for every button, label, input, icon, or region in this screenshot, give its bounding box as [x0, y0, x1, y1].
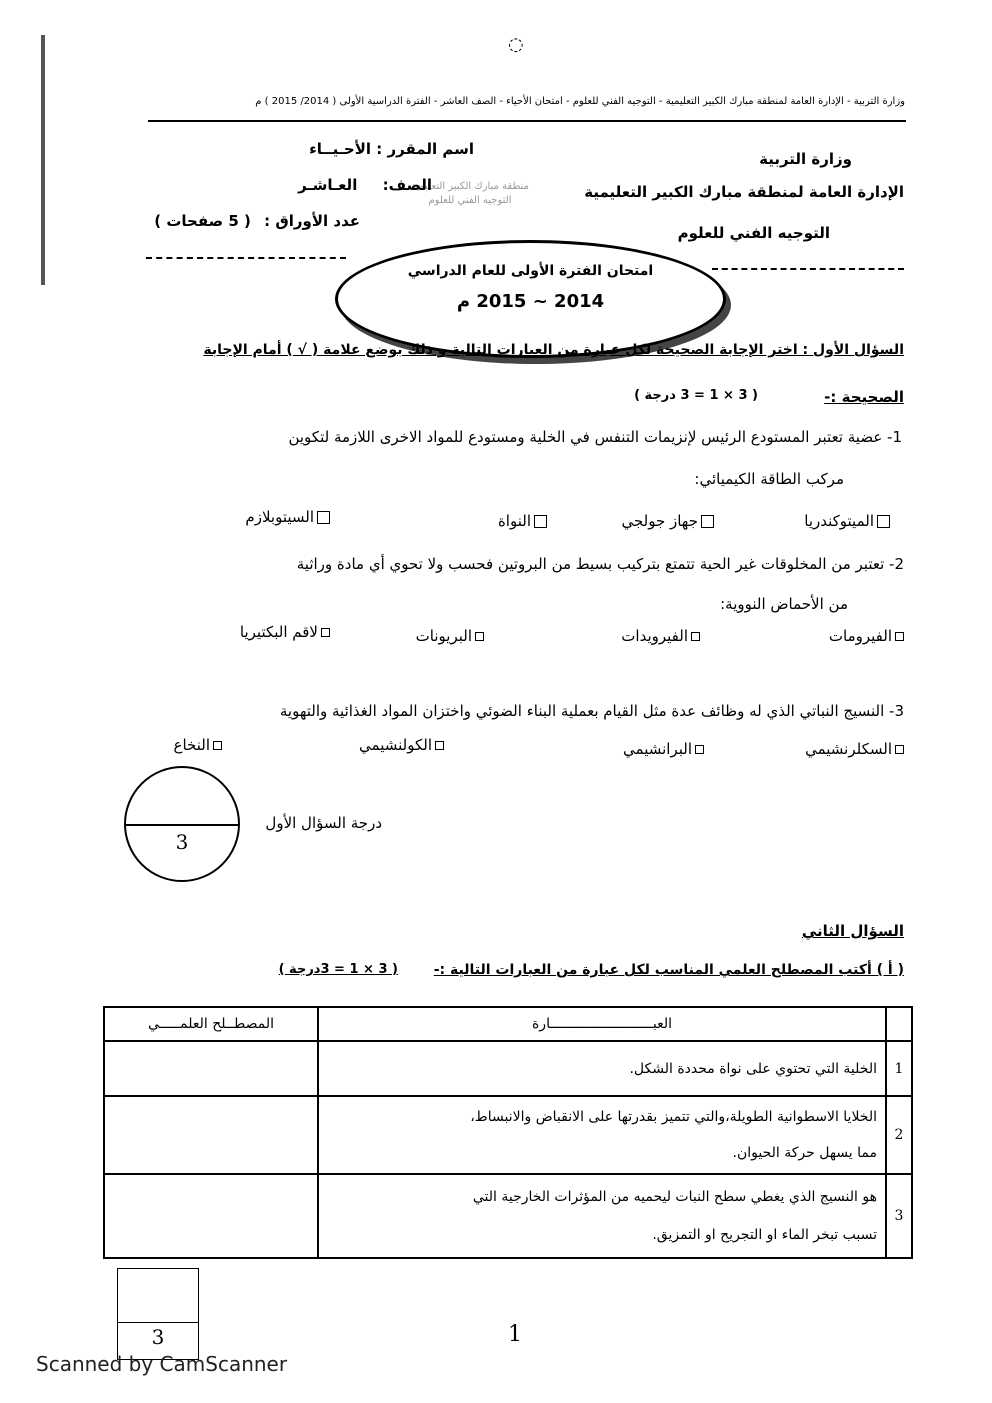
option-label: الفيرويدات	[621, 627, 688, 645]
dashed-divider-right	[712, 268, 904, 270]
statement-line: تسبب تبخر الماء او التجريح او التمزيق.	[652, 1227, 877, 1243]
option-label: السكلرنشيمي	[805, 740, 892, 758]
q1-item1-line2: مركب الطاقة الكيميائي:	[694, 470, 844, 488]
q1-score: 3	[175, 830, 189, 854]
option-label: البريونات	[415, 627, 472, 645]
checkbox[interactable]	[701, 515, 714, 528]
statement-line: مما يسهل حركة الحيوان.	[732, 1145, 877, 1161]
row-statement	[318, 1041, 886, 1096]
row-number: 2	[886, 1096, 912, 1174]
q1-item2-line2: من الأحماض النووية:	[720, 595, 848, 613]
q1-item1-option-3[interactable]	[498, 512, 547, 530]
statement-line: الخلية التي تحتوي على نواة محددة الشكل.	[629, 1060, 877, 1077]
page-score-box	[117, 1268, 199, 1360]
exam-title: امتحان الفترة الأولى للعام الدراسي	[407, 263, 654, 279]
row-statement	[318, 1096, 886, 1174]
checkbox[interactable]	[895, 632, 904, 641]
terms-table	[103, 1006, 913, 1259]
q1-item3-option-4[interactable]	[174, 736, 222, 754]
exam-year: 2014 ~ 2015 م	[456, 291, 605, 312]
option-label: السيتوبلازم	[245, 508, 314, 526]
q1-title-cont: الصحيحة :-	[824, 388, 904, 406]
stamp-line-1: منطقة مبارك الكبير التعليمية	[410, 181, 530, 192]
q1-item2-line1: 2- تعتبر من المخلوقات غير الحية تتمتع بتركيب بسيط من البروتين فحسب ولا تحوي أي مادة وراثية	[296, 555, 904, 573]
q1-item3-option-2[interactable]	[623, 740, 704, 758]
ministry: وزارة التربية	[759, 150, 852, 168]
pages-label: عدد الأوراق :	[264, 212, 360, 230]
term-answer-cell[interactable]	[104, 1041, 318, 1096]
q2-part-a: ( أ ) أكتب المصطلح العلمي المناسب لكل عبارة من العبارات التالية :-	[433, 962, 904, 978]
score-box-divider	[118, 1322, 198, 1323]
q1-item2-option-3[interactable]	[416, 627, 484, 645]
q1-item1-option-2[interactable]	[621, 512, 714, 530]
subject-value: الأحـيــاء	[309, 140, 372, 158]
subject-row	[309, 140, 474, 158]
q1-score-circle	[124, 766, 240, 882]
q1-marks: ( 3 × 1 = 3 درجة )	[634, 388, 758, 403]
pages-row	[154, 212, 360, 230]
q1-item2-option-1[interactable]	[829, 627, 904, 645]
option-label: البرانشيمي	[623, 740, 692, 758]
q1-item2-option-2[interactable]	[621, 627, 700, 645]
q1-item1-option-1[interactable]	[804, 512, 890, 530]
checkbox[interactable]	[695, 745, 704, 754]
scanner-watermark: Scanned by CamScanner	[36, 1352, 288, 1376]
header-num	[886, 1007, 912, 1041]
q1-item3-option-1[interactable]	[805, 740, 904, 758]
subject-label: اسم المقرر :	[376, 140, 474, 158]
checkbox[interactable]	[321, 628, 330, 637]
term-answer-cell[interactable]	[104, 1096, 318, 1174]
small-mark: ◌	[508, 34, 524, 55]
header-strip: وزارة التربية - الإدارة العامة لمنطقة مبارك الكبير التعليمية - التوجيه الفني للعلوم - امتحان الأحياء - الصف العاشر - الفترة الدراسية الأولى ( 2014/ 2015 ) م	[255, 96, 905, 107]
option-label: الكولنشيمي	[359, 736, 432, 754]
q1-item3-line1: 3- النسيج النباتي الذي له وظائف عدة مثل القيام بعملية البناء الضوئي واختزان المواد الغذائية والتهوية	[279, 702, 904, 720]
checkbox[interactable]	[534, 515, 547, 528]
grade-label: الصف:	[382, 176, 432, 194]
q2-title: السؤال الثاني	[801, 922, 904, 940]
scan-edge-mark	[41, 35, 45, 285]
table-header-row	[104, 1007, 912, 1041]
q1-item3-option-3[interactable]	[359, 736, 444, 754]
q1-item2-option-4[interactable]	[240, 623, 330, 641]
q1-score-label: درجة السؤال الأول	[265, 814, 382, 832]
row-statement	[318, 1174, 886, 1258]
grade-value: العـاشـر	[298, 176, 358, 194]
header-statement: العبـــــــــــــــــــــــــارة	[318, 1007, 886, 1041]
page-number: 1	[508, 1322, 522, 1347]
table-row	[104, 1041, 912, 1096]
statement-line: هو النسيج الذي يغطي سطح النبات ليحميه من المؤثرات الخارجية التي	[472, 1189, 877, 1205]
option-label: لاقم البكتيريا	[239, 623, 318, 641]
option-label: الميتوكندريا	[804, 512, 874, 530]
q1-item1-line1: 1- عضية تعتبر المستودع الرئيس لإنزيمات التنفس في الخلية ومستودع للمواد الاخرى اللازمة لتكوين	[288, 428, 902, 446]
header-term: المصطــلح العلمـــــي	[104, 1007, 318, 1041]
option-label: جهاز جولجي	[621, 512, 698, 530]
checkbox[interactable]	[435, 741, 444, 750]
row-number: 3	[886, 1174, 912, 1258]
option-label: النواة	[497, 512, 531, 530]
checkbox[interactable]	[213, 741, 222, 750]
term-answer-cell[interactable]	[104, 1174, 318, 1258]
stamp-line-2: التوجيه الفني للعلوم	[428, 195, 512, 206]
pages-value: ( 5 صفحات )	[154, 212, 251, 230]
page-score: 3	[151, 1325, 165, 1349]
checkbox[interactable]	[877, 515, 890, 528]
checkbox[interactable]	[691, 632, 700, 641]
supervision: التوجيه الفني للعلوم	[677, 224, 830, 242]
circle-divider	[126, 824, 238, 826]
option-label: الفيرومات	[828, 627, 892, 645]
checkbox[interactable]	[895, 745, 904, 754]
checkbox[interactable]	[317, 511, 330, 524]
dashed-divider-left	[146, 257, 346, 259]
exam-title-oval	[335, 240, 726, 358]
table-row	[104, 1174, 912, 1258]
q2-marks: ( 3 × 1 = 3درجة )	[278, 962, 398, 977]
table-row	[104, 1096, 912, 1174]
q1-title: السؤال الأول : اختر الإجابة الصحيحة لكل عبارة من العبارات التالية و ذلك بوضع علامة ( √ ) أمام الإجابة	[203, 342, 904, 358]
checkbox[interactable]	[475, 632, 484, 641]
statement-line: الخلايا الاسطوانية الطويلة،والتي تتميز بقدرتها على الانقباض والانبساط،	[470, 1109, 877, 1125]
directorate: الإدارة العامة لمنطقة مبارك الكبير التعليمية	[584, 183, 904, 201]
option-label: النخاع	[173, 736, 210, 754]
row-number: 1	[886, 1041, 912, 1096]
header-divider	[148, 120, 906, 122]
q1-item1-option-4[interactable]	[245, 508, 330, 526]
grade-row	[298, 176, 432, 194]
